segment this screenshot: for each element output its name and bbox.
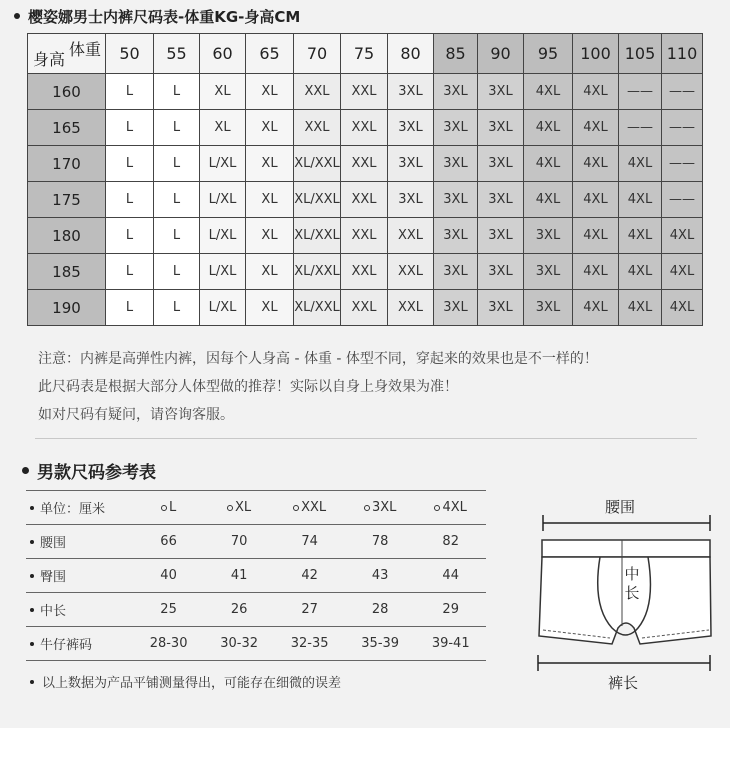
reference-footnote: 以上数据为产品平铺测量得出，可能存在细微的误差 bbox=[42, 676, 342, 691]
weight-header-cell: 65 bbox=[246, 34, 294, 74]
size-cell: L bbox=[106, 290, 154, 326]
bullet-icon bbox=[30, 574, 34, 578]
size-cell: L/XL bbox=[200, 290, 246, 326]
size-column-header bbox=[133, 500, 204, 515]
size-cell: 4XL bbox=[662, 290, 703, 326]
size-cell: 3XL bbox=[524, 218, 573, 254]
weight-header-cell: 90 bbox=[478, 34, 524, 74]
size-cell: 3XL bbox=[388, 74, 434, 110]
measurement-label: 腰围 bbox=[40, 536, 67, 551]
size-cell: L/XL bbox=[200, 146, 246, 182]
measurement-label: 牛仔裤码 bbox=[40, 638, 93, 653]
weight-header-cell: 110 bbox=[662, 34, 703, 74]
bullet-icon bbox=[30, 506, 34, 510]
size-cell: L/XL bbox=[200, 182, 246, 218]
measurement-value: 39-41 bbox=[431, 636, 470, 651]
size-cell: 4XL bbox=[573, 218, 619, 254]
size-cell: 3XL bbox=[388, 182, 434, 218]
measurement-value: 40 bbox=[160, 568, 177, 583]
reference-table bbox=[26, 490, 486, 661]
size-cell: L bbox=[154, 254, 200, 290]
size-cell: 4XL bbox=[662, 218, 703, 254]
size-cell: 4XL bbox=[619, 290, 662, 326]
size-cell: XXL bbox=[388, 254, 434, 290]
size-cell: 4XL bbox=[573, 146, 619, 182]
measurement-value: 70 bbox=[230, 534, 248, 549]
bullet-icon bbox=[14, 13, 20, 19]
measurement-value: 28-30 bbox=[149, 636, 188, 651]
height-header-cell: 190 bbox=[28, 290, 106, 326]
size-cell: L bbox=[154, 74, 200, 110]
size-cell: 3XL bbox=[478, 110, 524, 146]
size-cell: —— bbox=[662, 146, 703, 182]
height-header-cell: 160 bbox=[28, 74, 106, 110]
measurement-row bbox=[26, 593, 486, 627]
size-cell: 3XL bbox=[434, 110, 478, 146]
mid-length-label-top: 中 bbox=[624, 565, 640, 583]
unit-cell bbox=[26, 498, 133, 517]
height-header-cell: 185 bbox=[28, 254, 106, 290]
size-cell: 3XL bbox=[434, 146, 478, 182]
waist-label: 腰围 bbox=[604, 498, 636, 516]
size-cell: 3XL bbox=[478, 146, 524, 182]
measurement-value: 74 bbox=[301, 534, 318, 549]
size-column-label: XXL bbox=[301, 500, 327, 515]
mid-length-label-bottom: 长 bbox=[624, 584, 640, 602]
size-cell: —— bbox=[662, 74, 703, 110]
reference-title-row bbox=[22, 458, 156, 483]
size-cell: 3XL bbox=[388, 146, 434, 182]
size-cell: XL bbox=[246, 182, 294, 218]
height-row bbox=[28, 110, 703, 146]
size-notes bbox=[38, 345, 598, 429]
size-cell: 4XL bbox=[573, 290, 619, 326]
size-cell: XXL bbox=[341, 110, 388, 146]
weight-header-cell: 100 bbox=[573, 34, 619, 74]
measurement-row bbox=[26, 525, 486, 559]
measurement-label-cell bbox=[26, 566, 133, 585]
size-column-label: 4XL bbox=[442, 500, 467, 515]
chart-title: 樱姿娜男士内裤尺码表-体重KG-身高CM bbox=[28, 7, 301, 26]
height-row bbox=[28, 254, 703, 290]
size-cell: XL bbox=[246, 218, 294, 254]
size-cell: L bbox=[154, 146, 200, 182]
circle-bullet-icon bbox=[293, 505, 299, 511]
bullet-icon bbox=[30, 540, 34, 544]
size-cell: L bbox=[106, 74, 154, 110]
bullet-icon bbox=[30, 680, 34, 684]
grid-corner-cell bbox=[28, 34, 106, 74]
size-cell: 3XL bbox=[478, 218, 524, 254]
size-cell: L bbox=[106, 110, 154, 146]
size-cell: L bbox=[154, 290, 200, 326]
size-column-header bbox=[415, 500, 486, 515]
size-cell: 3XL bbox=[434, 182, 478, 218]
weight-header-cell: 105 bbox=[619, 34, 662, 74]
bullet-icon bbox=[30, 608, 34, 612]
size-cell: XL bbox=[246, 254, 294, 290]
note-line: 如对尺码有疑问，请咨询客服。 bbox=[38, 407, 234, 423]
size-cell: 4XL bbox=[524, 146, 573, 182]
size-column-label: L bbox=[168, 500, 177, 515]
size-cell: —— bbox=[662, 182, 703, 218]
size-cell: L bbox=[154, 182, 200, 218]
briefs-diagram bbox=[520, 488, 720, 703]
size-cell: 4XL bbox=[573, 74, 619, 110]
weight-header-cell: 95 bbox=[524, 34, 573, 74]
size-cell: 4XL bbox=[573, 182, 619, 218]
measurement-value: 29 bbox=[442, 602, 459, 617]
size-cell: 4XL bbox=[573, 110, 619, 146]
size-cell: 4XL bbox=[619, 218, 662, 254]
size-cell: —— bbox=[662, 110, 703, 146]
size-cell: 3XL bbox=[524, 254, 573, 290]
size-cell: L bbox=[106, 182, 154, 218]
weight-header-row bbox=[28, 34, 703, 74]
size-cell: XXL bbox=[341, 290, 388, 326]
size-cell: XL/XXL bbox=[294, 254, 341, 290]
measurement-value: 66 bbox=[160, 534, 177, 549]
size-cell: 3XL bbox=[434, 218, 478, 254]
size-cell: XXL bbox=[388, 290, 434, 326]
size-cell: —— bbox=[619, 74, 662, 110]
measurement-value: 32-35 bbox=[290, 636, 329, 651]
size-cell: XXL bbox=[341, 218, 388, 254]
size-cell: 3XL bbox=[434, 254, 478, 290]
size-grid bbox=[27, 33, 703, 326]
weight-header-cell: 80 bbox=[388, 34, 434, 74]
size-cell: XL bbox=[200, 110, 246, 146]
size-cell: 4XL bbox=[619, 182, 662, 218]
size-cell: L bbox=[106, 254, 154, 290]
size-cell: 3XL bbox=[524, 290, 573, 326]
weight-header-cell: 50 bbox=[106, 34, 154, 74]
note-line: 此尺码表是根据大部分人体型做的推荐！实际以自身上身效果为准！ bbox=[38, 379, 458, 395]
size-column-label: XL bbox=[235, 500, 252, 515]
size-cell: 3XL bbox=[434, 74, 478, 110]
height-header-cell: 165 bbox=[28, 110, 106, 146]
size-cell: XL bbox=[200, 74, 246, 110]
section-divider bbox=[35, 438, 697, 439]
size-cell: 4XL bbox=[524, 182, 573, 218]
size-cell: XXL bbox=[294, 74, 341, 110]
size-cell: XXL bbox=[341, 146, 388, 182]
size-column-header bbox=[274, 500, 345, 515]
height-row bbox=[28, 182, 703, 218]
measurement-label-cell bbox=[26, 532, 133, 551]
weight-header-cell: 85 bbox=[434, 34, 478, 74]
size-cell: 4XL bbox=[619, 146, 662, 182]
size-cell: L bbox=[154, 218, 200, 254]
circle-bullet-icon bbox=[434, 505, 440, 511]
weight-header-cell: 75 bbox=[341, 34, 388, 74]
measurement-label: 臀围 bbox=[40, 570, 67, 585]
height-row bbox=[28, 146, 703, 182]
size-cell: L/XL bbox=[200, 218, 246, 254]
height-header-cell: 175 bbox=[28, 182, 106, 218]
measurement-value: 28 bbox=[371, 602, 389, 617]
weight-header-cell: 55 bbox=[154, 34, 200, 74]
size-cell: 3XL bbox=[434, 290, 478, 326]
measurement-label-cell bbox=[26, 600, 133, 619]
size-cell: 3XL bbox=[388, 110, 434, 146]
size-cell: XL bbox=[246, 110, 294, 146]
measurement-value: 43 bbox=[371, 568, 389, 583]
note-line: 注意：内裤是高弹性内裤，因每个人身高 - 体重 - 体型不同，穿起来的效果也是不一样的！ bbox=[38, 351, 598, 367]
size-cell: L/XL bbox=[200, 254, 246, 290]
size-cell: XXL bbox=[294, 110, 341, 146]
size-cell: XL bbox=[246, 146, 294, 182]
measurement-value: 35-39 bbox=[361, 636, 400, 651]
measurement-value: 42 bbox=[301, 568, 318, 583]
measurement-row bbox=[26, 559, 486, 593]
weight-header-cell: 60 bbox=[200, 34, 246, 74]
size-cell: 3XL bbox=[478, 254, 524, 290]
size-cell: —— bbox=[619, 110, 662, 146]
measurement-value: 78 bbox=[371, 534, 389, 549]
circle-bullet-icon bbox=[364, 505, 370, 511]
size-cell: XXL bbox=[341, 182, 388, 218]
size-cell: 4XL bbox=[662, 254, 703, 290]
circle-bullet-icon bbox=[227, 505, 233, 511]
unit-label: 单位：厘米 bbox=[40, 502, 106, 517]
measurement-label: 中长 bbox=[40, 604, 67, 619]
size-cell: XL bbox=[246, 290, 294, 326]
size-column-header bbox=[204, 500, 275, 515]
weight-header-cell: 70 bbox=[294, 34, 341, 74]
size-cell: XL bbox=[246, 74, 294, 110]
size-cell: XL/XXL bbox=[294, 218, 341, 254]
size-cell: XL/XXL bbox=[294, 146, 341, 182]
length-label: 裤长 bbox=[607, 674, 639, 692]
reference-footnote-row bbox=[30, 672, 341, 691]
length-dimension-line bbox=[538, 655, 710, 671]
corner-weight-label: 体重 bbox=[68, 40, 101, 59]
measurement-value: 30-32 bbox=[220, 636, 258, 651]
size-cell: 3XL bbox=[478, 182, 524, 218]
size-cell: XXL bbox=[341, 254, 388, 290]
bullet-icon bbox=[22, 467, 29, 474]
height-row bbox=[28, 290, 703, 326]
measurement-value: 41 bbox=[230, 568, 248, 583]
chart-title-row bbox=[14, 6, 300, 26]
size-column-label: 3XL bbox=[371, 500, 397, 515]
waist-dimension-line bbox=[543, 515, 710, 531]
measurement-row bbox=[26, 627, 486, 661]
height-row bbox=[28, 74, 703, 110]
height-header-cell: 170 bbox=[28, 146, 106, 182]
size-cell: XXL bbox=[341, 74, 388, 110]
size-cell: 4XL bbox=[524, 74, 573, 110]
size-column-header bbox=[345, 500, 416, 515]
size-cell: XXL bbox=[388, 218, 434, 254]
measurement-value: 26 bbox=[230, 602, 248, 617]
size-cell: L bbox=[106, 218, 154, 254]
measurement-label-cell bbox=[26, 634, 133, 653]
reference-title: 男款尺码参考表 bbox=[37, 463, 156, 483]
measurement-value: 44 bbox=[442, 568, 459, 583]
size-cell: L bbox=[154, 110, 200, 146]
reference-header-row bbox=[26, 490, 486, 525]
bullet-icon bbox=[30, 642, 34, 646]
height-header-cell: 180 bbox=[28, 218, 106, 254]
size-cell: L bbox=[106, 146, 154, 182]
size-cell: XL/XXL bbox=[294, 290, 341, 326]
circle-bullet-icon bbox=[161, 505, 167, 511]
corner-height-label: 身高 bbox=[33, 50, 66, 69]
size-cell: 3XL bbox=[478, 290, 524, 326]
size-cell: 3XL bbox=[478, 74, 524, 110]
size-cell: 4XL bbox=[524, 110, 573, 146]
height-row bbox=[28, 218, 703, 254]
measurement-value: 27 bbox=[301, 602, 318, 617]
size-cell: XL/XXL bbox=[294, 182, 341, 218]
size-cell: 4XL bbox=[619, 254, 662, 290]
size-cell: 4XL bbox=[573, 254, 619, 290]
measurement-value: 82 bbox=[442, 534, 459, 549]
measurement-value: 25 bbox=[160, 602, 177, 617]
